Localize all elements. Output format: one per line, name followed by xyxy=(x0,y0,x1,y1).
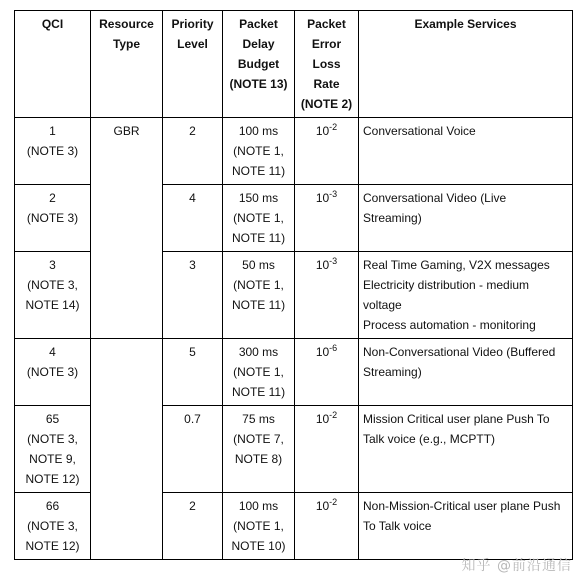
cell-error-rate: $10^{-2}$ xyxy=(295,118,359,185)
cell-error-rate: $10^{-2}$ xyxy=(295,406,359,493)
cell-services: Non-Mission-Critical user plane Push To Talk voice xyxy=(359,493,573,560)
cell-qci: 2 (NOTE 3) xyxy=(15,185,91,252)
cell-priority: 0.7 xyxy=(163,406,223,493)
header-example-services: Example Services xyxy=(359,11,573,118)
header-priority: Priority Level xyxy=(163,11,223,118)
cell-priority: 2 xyxy=(163,118,223,185)
cell-services: Conversational Voice xyxy=(359,118,573,185)
cell-delay: 75 ms (NOTE 7, NOTE 8) xyxy=(223,406,295,493)
cell-services: Non-Conversational Video (Buffered Streaming) xyxy=(359,339,573,406)
cell-qci: 65 (NOTE 3, NOTE 9, NOTE 12) xyxy=(15,406,91,493)
cell-delay: 150 ms (NOTE 1, NOTE 11) xyxy=(223,185,295,252)
header-error-loss-rate: Packet Error Loss Rate (NOTE 2) xyxy=(295,11,359,118)
cell-delay: 50 ms (NOTE 1, NOTE 11) xyxy=(223,252,295,339)
cell-resource-type-empty xyxy=(91,339,163,560)
header-delay-budget: Packet Delay Budget (NOTE 13) xyxy=(223,11,295,118)
cell-delay: 100 ms (NOTE 1, NOTE 10) xyxy=(223,493,295,560)
cell-services: Mission Critical user plane Push To Talk voice (e.g., MCPTT) xyxy=(359,406,573,493)
cell-error-rate: $10^{-3}$ xyxy=(295,252,359,339)
header-resource-type: Resource Type xyxy=(91,11,163,118)
cell-priority: 2 xyxy=(163,493,223,560)
header-qci: QCI xyxy=(15,11,91,118)
cell-priority: 4 xyxy=(163,185,223,252)
cell-priority: 5 xyxy=(163,339,223,406)
watermark: 知乎 @前沿通信 xyxy=(461,558,572,574)
cell-error-rate: $10^{-3}$ xyxy=(295,185,359,252)
cell-priority: 3 xyxy=(163,252,223,339)
cell-services: Real Time Gaming, V2X messages Electricity distribution - medium voltage Process automation - monitoring xyxy=(359,252,573,339)
table-row xyxy=(15,339,573,406)
cell-services: Conversational Video (Live Streaming) xyxy=(359,185,573,252)
cell-qci: 4 (NOTE 3) xyxy=(15,339,91,406)
cell-qci: 66 (NOTE 3, NOTE 12) xyxy=(15,493,91,560)
table-row xyxy=(15,118,573,185)
cell-qci: 3 (NOTE 3, NOTE 14) xyxy=(15,252,91,339)
cell-error-rate: $10^{-6}$ xyxy=(295,339,359,406)
cell-error-rate: $10^{-2}$ xyxy=(295,493,359,560)
cell-delay: 300 ms (NOTE 1, NOTE 11) xyxy=(223,339,295,406)
header-row xyxy=(15,11,573,118)
cell-resource-type: GBR xyxy=(91,118,163,339)
qci-table xyxy=(14,10,573,560)
cell-qci: 1 (NOTE 3) xyxy=(15,118,91,185)
cell-delay: 100 ms (NOTE 1, NOTE 11) xyxy=(223,118,295,185)
